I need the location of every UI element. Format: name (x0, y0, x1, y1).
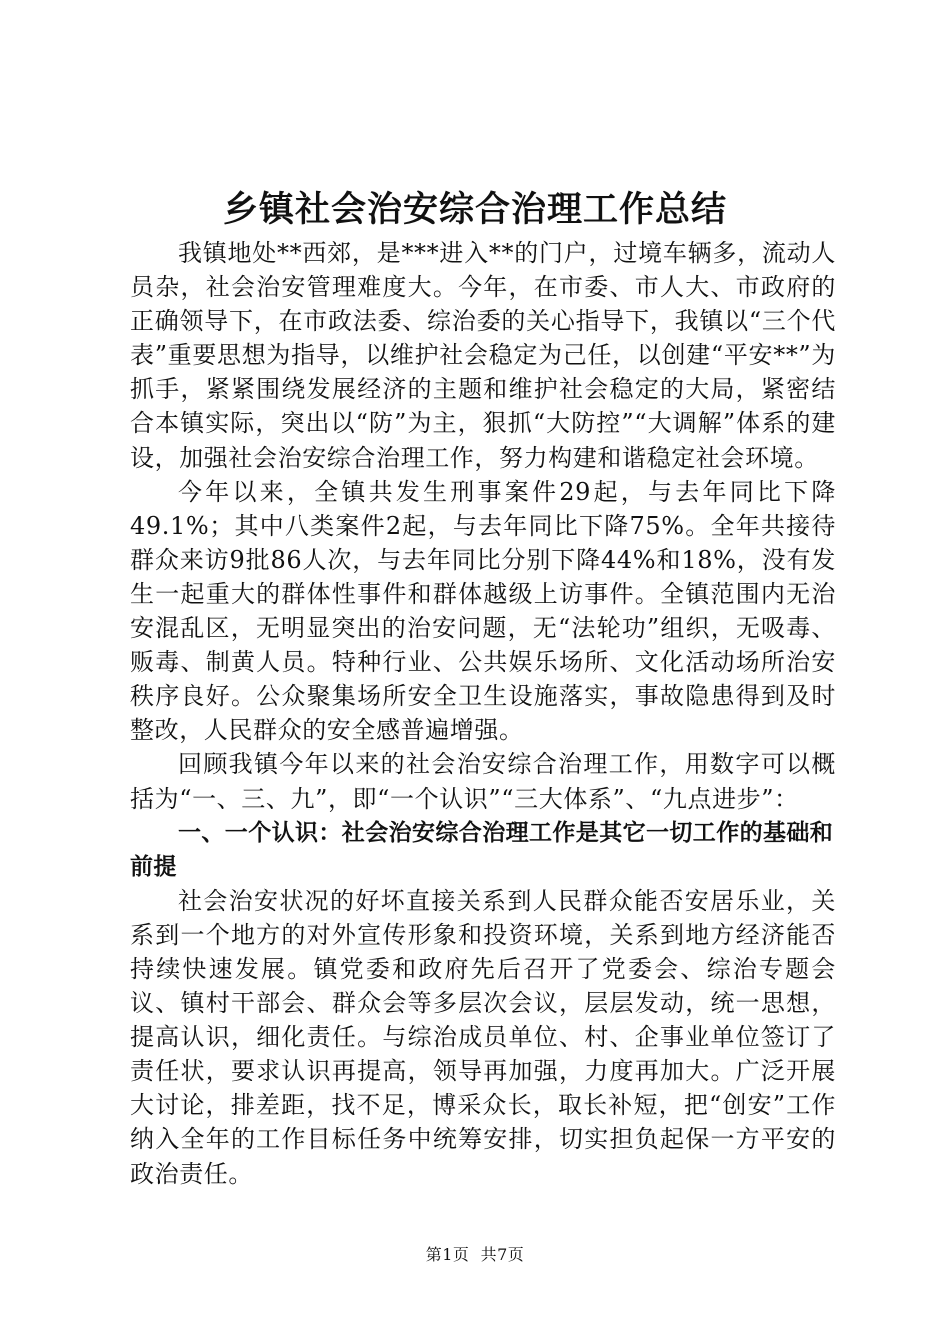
page-total: 共7页 (480, 1245, 525, 1264)
page-number: 第1页 (425, 1245, 470, 1264)
paragraph-review: 回顾我镇今年以来的社会治安综合治理工作，用数字可以概括为“一、三、九”，即“一个认识”“三大体系”、“九点进步”： (130, 750, 836, 813)
paragraph-statistics: 今年以来，全镇共发生刑事案件29起，与去年同比下降49.1%；其中八类案件2起，与去年同比下降75%。全年共接待群众来访9批86人次，与去年同比分别下降44%和18%，没有发生一起重大的群体性事件和群体越级上访事件。全镇范围内无治安混乱区，无明显突出的治安问题，无“法轮功”组织，无吸毒、贩毒、制黄人员。特种行业、公共娱乐场所、文化活动场所治安秩序良好。公众聚集场所安全卫生设施落实，事故隐患得到及时整改，人民群众的安全感普遍增强。 (130, 477, 836, 745)
section-heading: 一、一个认识：社会治安综合治理工作是其它一切工作的基础和前提 (130, 819, 834, 880)
page-footer (0, 1244, 950, 1266)
paragraph-section-one: 社会治安状况的好坏直接关系到人民群众能否安居乐业，关系到一个地方的对外宣传形象和投资环境，关系到地方经济能否持续快速发展。镇党委和政府先后召开了党委会、综治专题会议、镇村干部会、群众会等多层次会议，层层发动，统一思想，提高认识，细化责任。与综治成员单位、村、企事业单位签订了责任状，要求认识再提高，领导再加强，力度再加大。广泛开展大讨论，排差距，找不足，博采众长，取长补短，把“创安”工作纳入全年的工作目标任务中统筹安排，切实担负起保一方平安的政治责任。 (130, 886, 836, 1188)
document-title: 乡镇社会治安综合治理工作总结 (222, 190, 727, 230)
paragraph-intro: 我镇地处**西郊，是***进入**的门户，过境车辆多，流动人员杂，社会治安管理难度大。今年，在市委、市人大、市政府的正确领导下，在市政法委、综治委的关心指导下，我镇以“三个代表”重要思想为指导，以维护社会稳定为己任，以创建“平安**”为抓手，紧紧围绕发展经济的主题和维护社会稳定的大局，紧密结合本镇实际，突出以“防”为主，狠抓“大防控”“大调解”体系的建设，加强社会治安综合治理工作，努力构建和谐稳定社会环境。 (130, 239, 836, 472)
document-body (130, 236, 836, 1191)
footer-spacer (469, 1245, 480, 1264)
